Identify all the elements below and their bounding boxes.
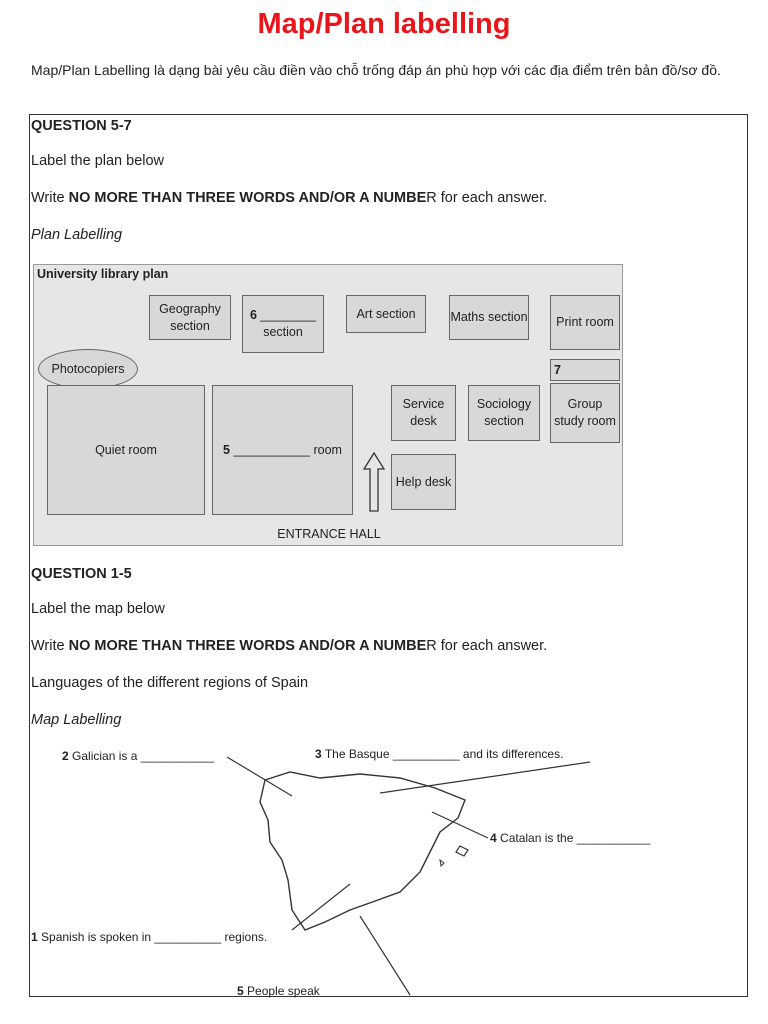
label-3-number: 3 (315, 747, 322, 761)
label-1-text: Spanish is spoken in __________ regions. (41, 930, 268, 944)
spain-map (230, 760, 510, 950)
maths-section: Maths section (449, 295, 529, 340)
label-5-text: People speak (247, 984, 320, 998)
q6-label: section (263, 325, 303, 339)
entrance-hall: ENTRANCE HALL (277, 527, 381, 541)
map-label-1 (31, 930, 267, 944)
intro-text: Map/Plan Labelling là dạng bài yêu cầu điền vào chỗ trống đáp án phù hợp với các địa điểm trên bản đồ/sơ đồ. (31, 62, 721, 78)
question-5-room (212, 385, 353, 515)
map-label-2 (62, 749, 214, 763)
entrance-arrow-icon (362, 451, 386, 513)
q5-label: room (313, 442, 342, 457)
q5-blank: ___________ (233, 442, 310, 457)
word-limit-bold: NO MORE THAN THREE WORDS AND/OR A NUMBE (68, 638, 427, 654)
word-limit-prefix: Write (31, 638, 69, 654)
photocopiers: Photocopiers (38, 349, 138, 389)
service-desk: Service desk (391, 385, 456, 441)
map-label-5 (237, 984, 320, 998)
question-1-5-heading: QUESTION 1-5 (31, 566, 132, 582)
word-limit-suffix: R for each answer. (426, 190, 548, 206)
sociology-section: Sociology section (468, 385, 540, 441)
word-limit-bold: NO MORE THAN THREE WORDS AND/OR A NUMBE (68, 190, 427, 206)
map-instruction: Label the map below (31, 601, 165, 617)
label-4-text: Catalan is the ___________ (500, 831, 651, 845)
help-desk: Help desk (391, 454, 456, 510)
group-study-room: Group study room (550, 383, 620, 443)
geography-section: Geography section (149, 295, 231, 340)
question-6-section (242, 295, 324, 353)
word-limit-suffix: R for each answer. (426, 638, 548, 654)
q7-number: 7 (554, 362, 561, 377)
label-4-number: 4 (490, 831, 497, 845)
map-caption: Map Labelling (31, 712, 122, 728)
q6-number: 6 (249, 308, 257, 322)
q6-line (250, 307, 316, 324)
quiet-room: Quiet room (47, 385, 205, 515)
art-section: Art section (346, 295, 426, 333)
q5-number: 5 (223, 442, 230, 457)
label-3-text: The Basque __________ and its differences. (324, 747, 564, 761)
q6-blank: ________ (260, 308, 317, 322)
print-room: Print room (550, 295, 620, 350)
plan-instruction: Label the plan below (31, 153, 165, 169)
map-subtitle: Languages of the different regions of Spain (31, 675, 309, 691)
label-5-number: 5 (237, 984, 244, 998)
map-label-3 (315, 747, 563, 761)
label-2-number: 2 (62, 749, 69, 763)
map-label-4 (490, 831, 650, 845)
library-plan (33, 264, 623, 546)
plan-word-limit (31, 190, 547, 206)
page-title: Map/Plan labelling (257, 8, 511, 40)
plan-title: University library plan (37, 267, 169, 281)
word-limit-prefix: Write (31, 190, 69, 206)
plan-caption: Plan Labelling (31, 227, 123, 243)
question-7-box (550, 359, 620, 381)
label-1-number: 1 (31, 930, 38, 944)
question-5-7-heading: QUESTION 5-7 (31, 118, 132, 134)
label-2-text: Galician is a ___________ (72, 749, 215, 763)
map-word-limit (31, 638, 547, 654)
